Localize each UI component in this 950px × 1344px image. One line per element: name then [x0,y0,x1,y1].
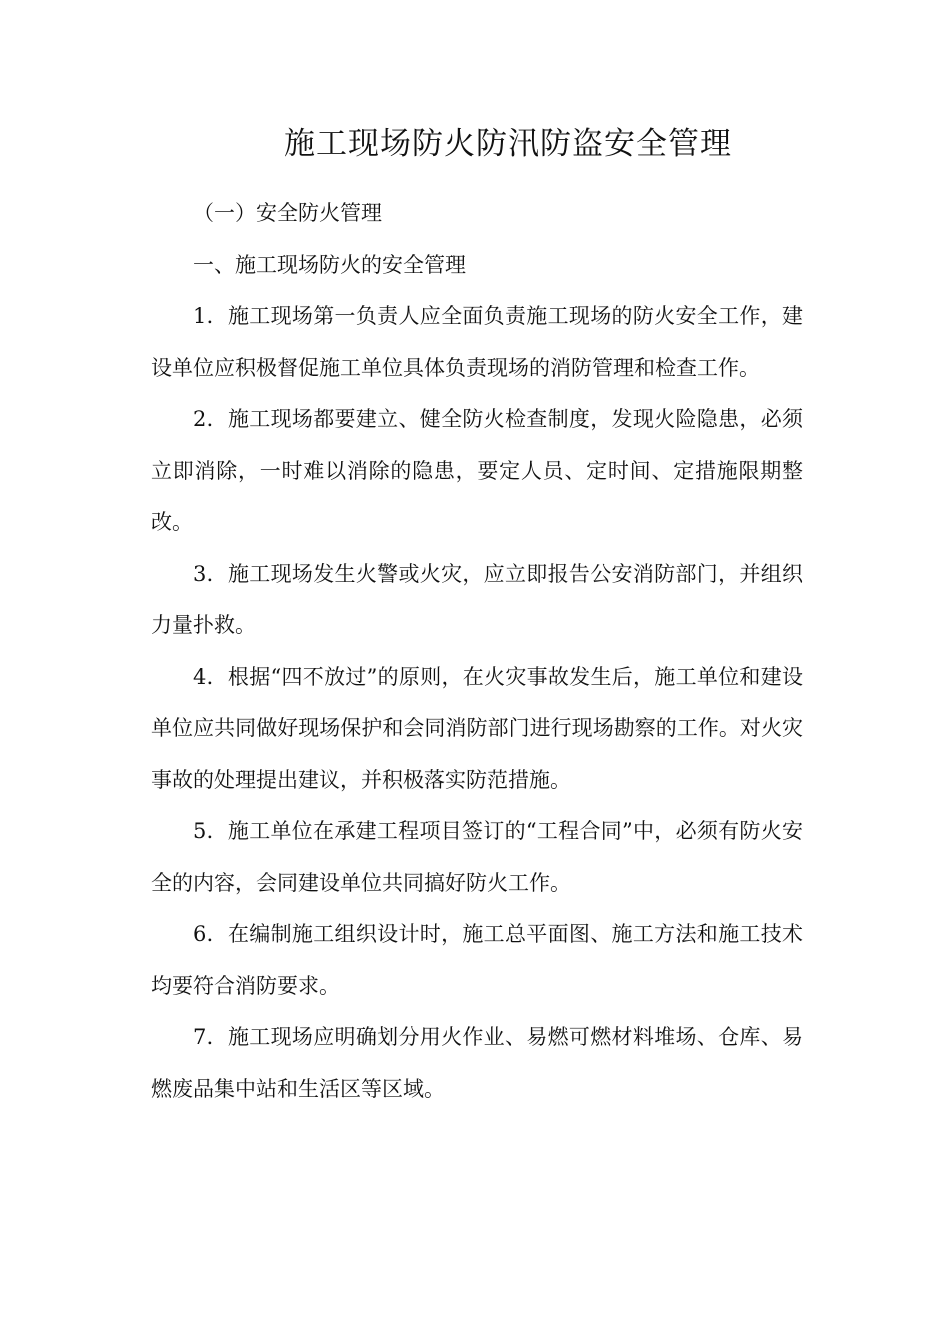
document-body [151,188,803,1115]
section-heading: （一）安全防火管理 [193,201,382,225]
paragraph-7: 7．施工现场应明确划分用火作业、易燃可燃材料堆场、仓库、易燃废品集中站和生活区等区域。 [151,1025,803,1101]
subsection-heading: 一、施工现场防火的安全管理 [193,252,466,277]
paragraph-2: 2．施工现场都要建立、健全防火检查制度，发现火险隐患，必须立即消除，一时难以消除的隐患，要定人员、定时间、定措施限期整改。 [151,407,803,534]
paragraph-4: 4．根据“四不放过”的原则，在火灾事故发生后，施工单位和建设单位应共同做好现场保护和会同消防部门进行现场勘察的工作。对火灾事故的处理提出建议，并积极落实防范措施。 [151,664,803,792]
paragraph-6: 6．在编制施工组织设计时，施工总平面图、施工方法和施工技术均要符合消防要求。 [151,922,803,998]
document-title: 施工现场防火防汛防盗安全管理 [284,126,732,162]
paragraph-5: 5．施工单位在承建工程项目签订的“工程合同”中，必须有防火安全的内容，会同建设单位共同搞好防火工作。 [151,819,803,895]
paragraph-1: 1．施工现场第一负责人应全面负责施工现场的防火安全工作，建设单位应积极督促施工单位具体负责现场的消防管理和检查工作。 [151,304,803,380]
paragraph-3: 3．施工现场发生火警或火灾，应立即报告公安消防部门，并组织力量扑救。 [151,561,803,637]
